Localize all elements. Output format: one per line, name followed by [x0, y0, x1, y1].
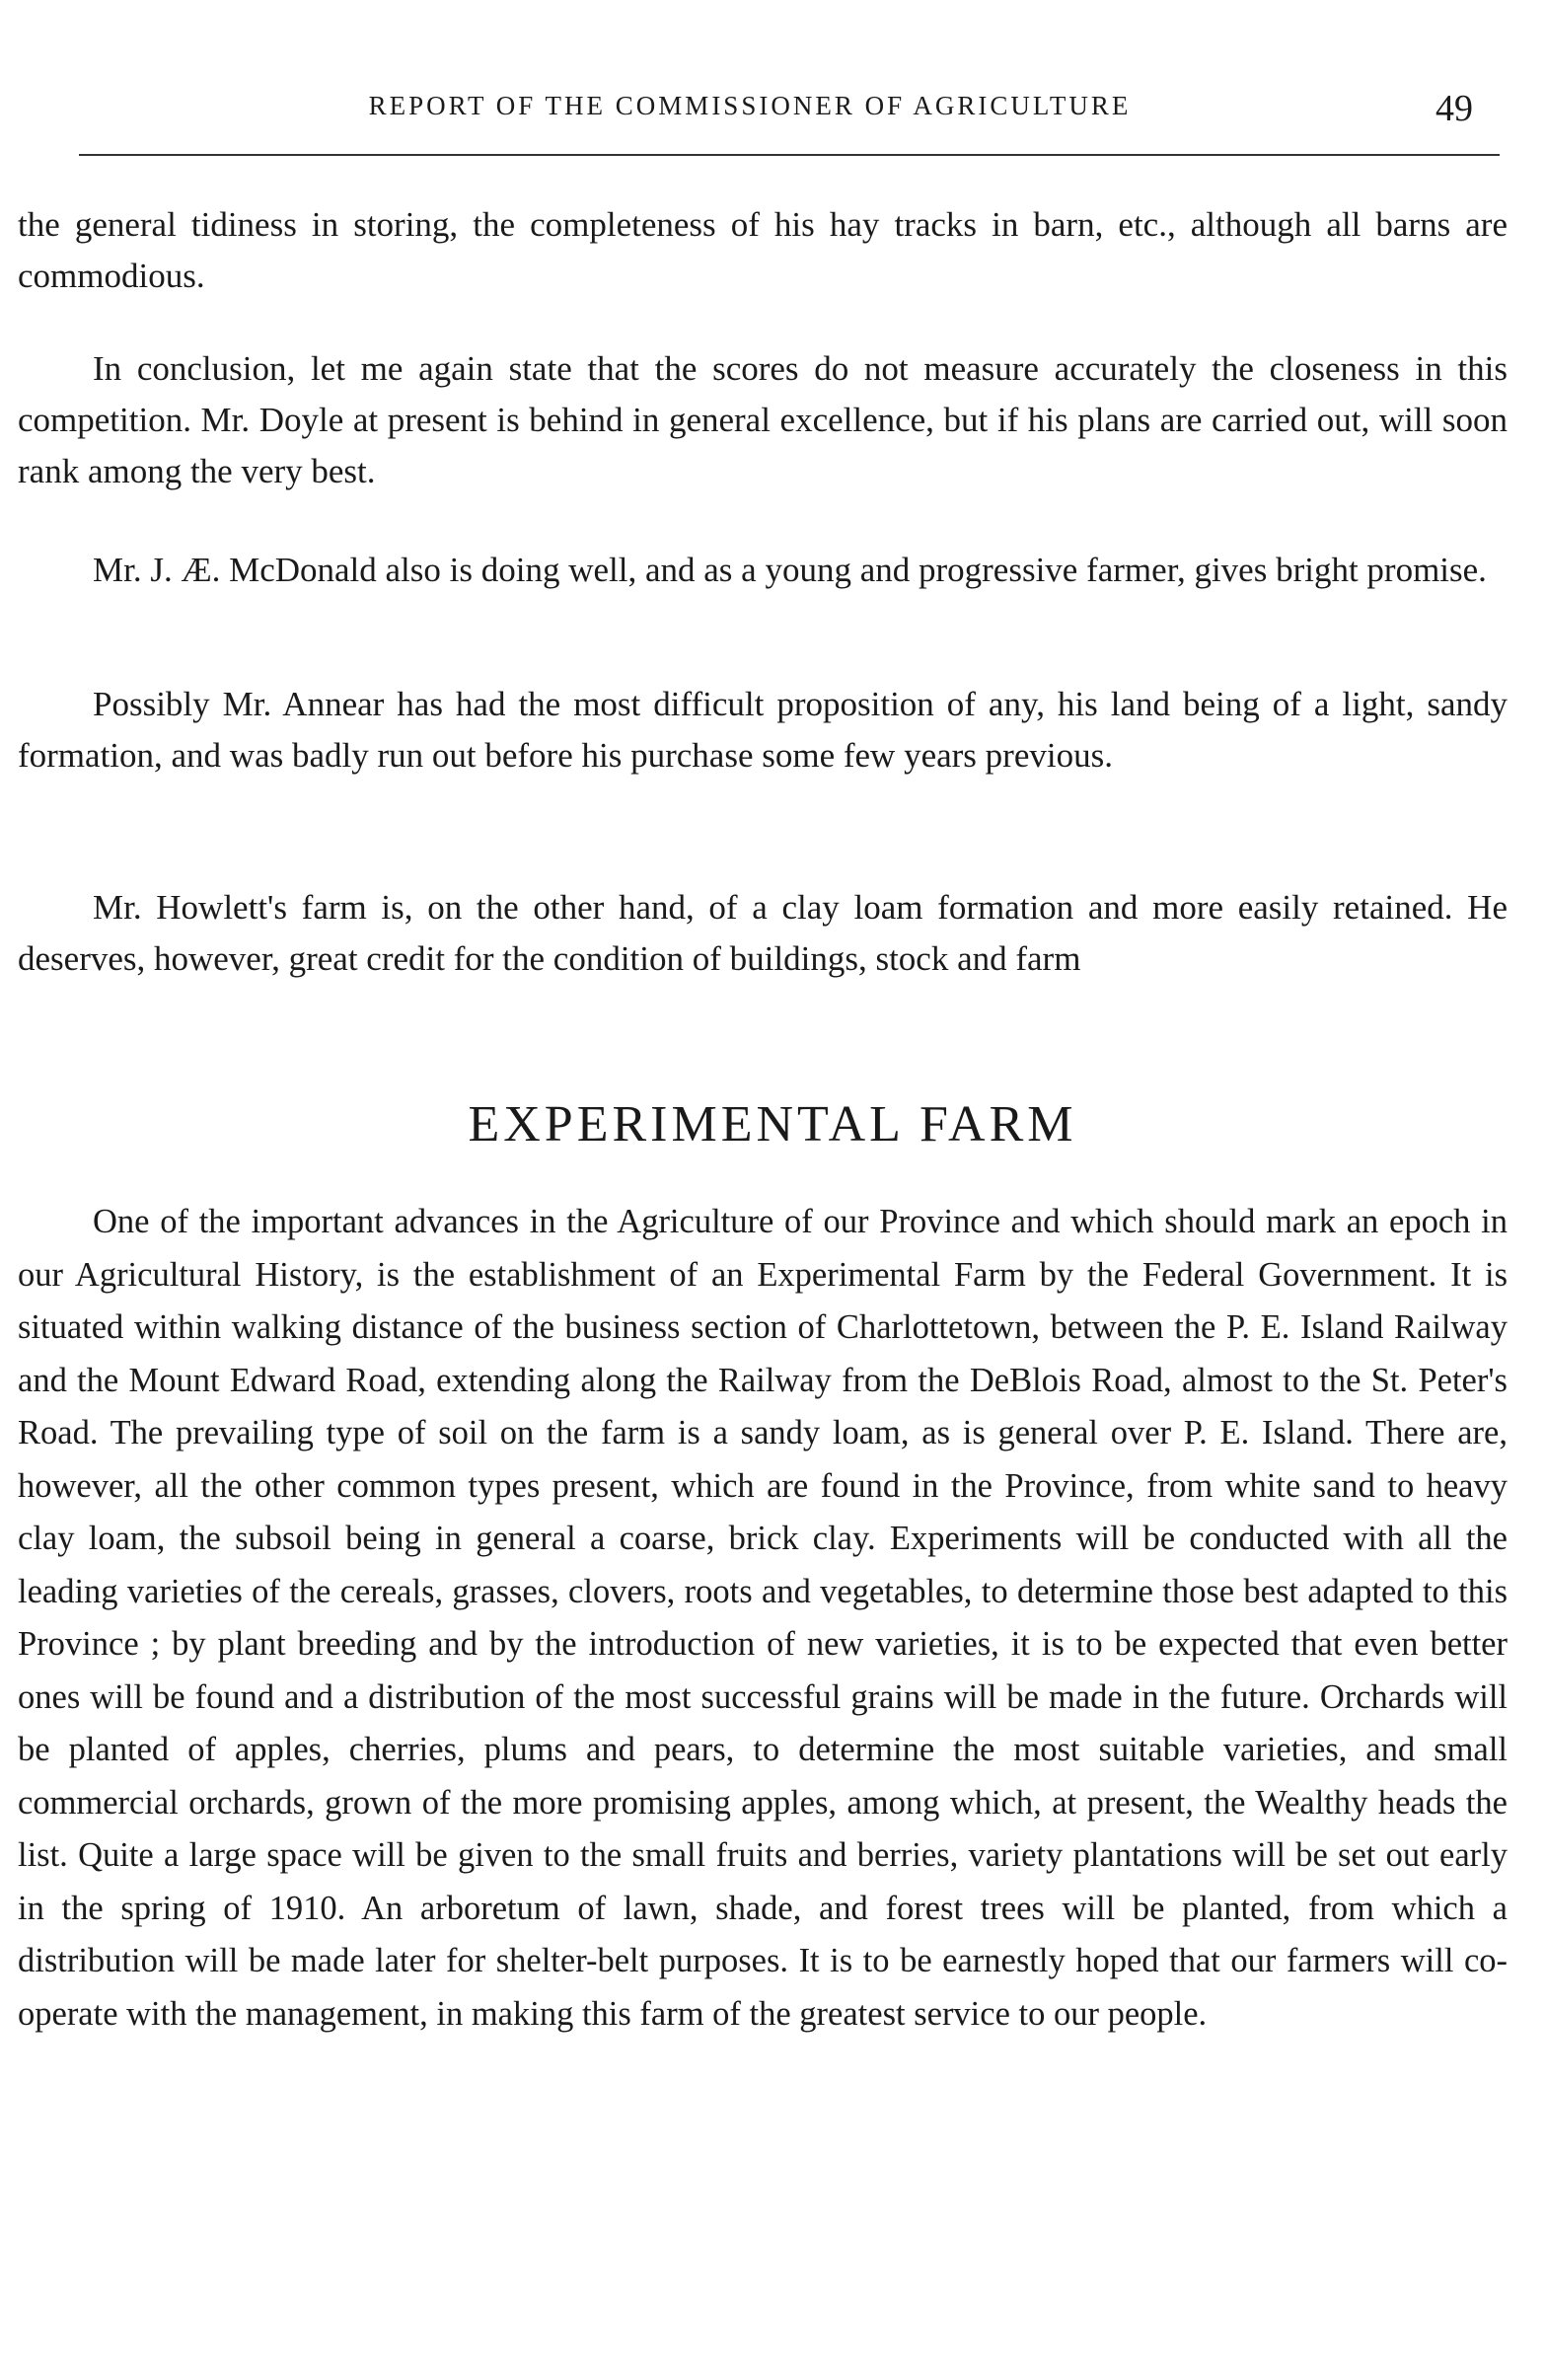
paragraph-conclusion	[18, 343, 1508, 497]
section-heading: EXPERIMENTAL FARM	[468, 1096, 1077, 1153]
paragraph-continuation	[18, 199, 1508, 302]
paragraph-text: Possibly Mr. Annear has had the most difficult proposition of any, his land being of a light, sandy formation, and was badly run out before his purchase some few years previous.	[18, 685, 1508, 775]
header-rule	[79, 154, 1500, 156]
page-number: 49	[1435, 88, 1473, 129]
paragraph-text: Mr. J. Æ. McDonald also is doing well, and as a young and progressive farmer, gives bright promise.	[93, 551, 1487, 589]
paragraph-text: One of the important advances in the Agriculture of our Province and which should mark an epoch in our Agricultural History, is the establishment of an Experimental Farm by the Federal Government. It is situated within walking distance of the business section of Charlottetown, between the P. E. Island Railway and the Mount Edward Road, extending along the Railway from the DeBlois Road, almost to the St. Peter's Road. The prevailing type of soil on the farm is a sandy loam, as is general over P. E. Island. There are, however, all the other common types present, which are found in the Province, from white sand to heavy clay loam, the subsoil being in general a coarse, brick clay. Experiments will be conducted with all the leading varieties of the cereals, grasses, clovers, roots and vegetables, to determine those best adapted to this Province ; by plant breeding and by the introduction of new varieties, it is to be expected that even better ones will be found and a distribution of the most successful grains will be made in the future. Orchards will be planted of apples, cherries, plums and pears, to determine the most suitable varieties, and small commercial orchards, grown of the more promising apples, among which, at present, the Wealthy heads the list. Quite a large space will be given to the small fruits and berries, variety plantations will be set out early in the spring of 1910. An arboretum of lawn, shade, and forest trees will be planted, from which a distribution will be made later for shelter-belt purposes. It is to be earnestly hoped that our farmers will co-operate with the management, in making this farm of the greatest service to our people.	[18, 1203, 1508, 2033]
paragraph-text: Mr. Howlett's farm is, on the other hand, of a clay loam formation and more easily retained. He deserves, however, great credit for the condition of buildings, stock and farm	[18, 888, 1508, 978]
paragraph-mcdonald	[18, 545, 1508, 596]
paragraph-text: the general tidiness in storing, the completeness of his hay tracks in barn, etc., although all barns are commodious.	[18, 205, 1508, 295]
section-body	[18, 1196, 1508, 2041]
paragraph-annear	[18, 679, 1508, 781]
paragraph-howlett	[18, 882, 1508, 985]
paragraph-text: In conclusion, let me again state that the scores do not measure accurately the closeness in this competition. Mr. Doyle at present is behind in general excellence, but if his plans are carried out, will soon rank among the very best.	[18, 349, 1508, 490]
running-header-title: REPORT OF THE COMMISSIONER OF AGRICULTURE	[368, 91, 1132, 120]
